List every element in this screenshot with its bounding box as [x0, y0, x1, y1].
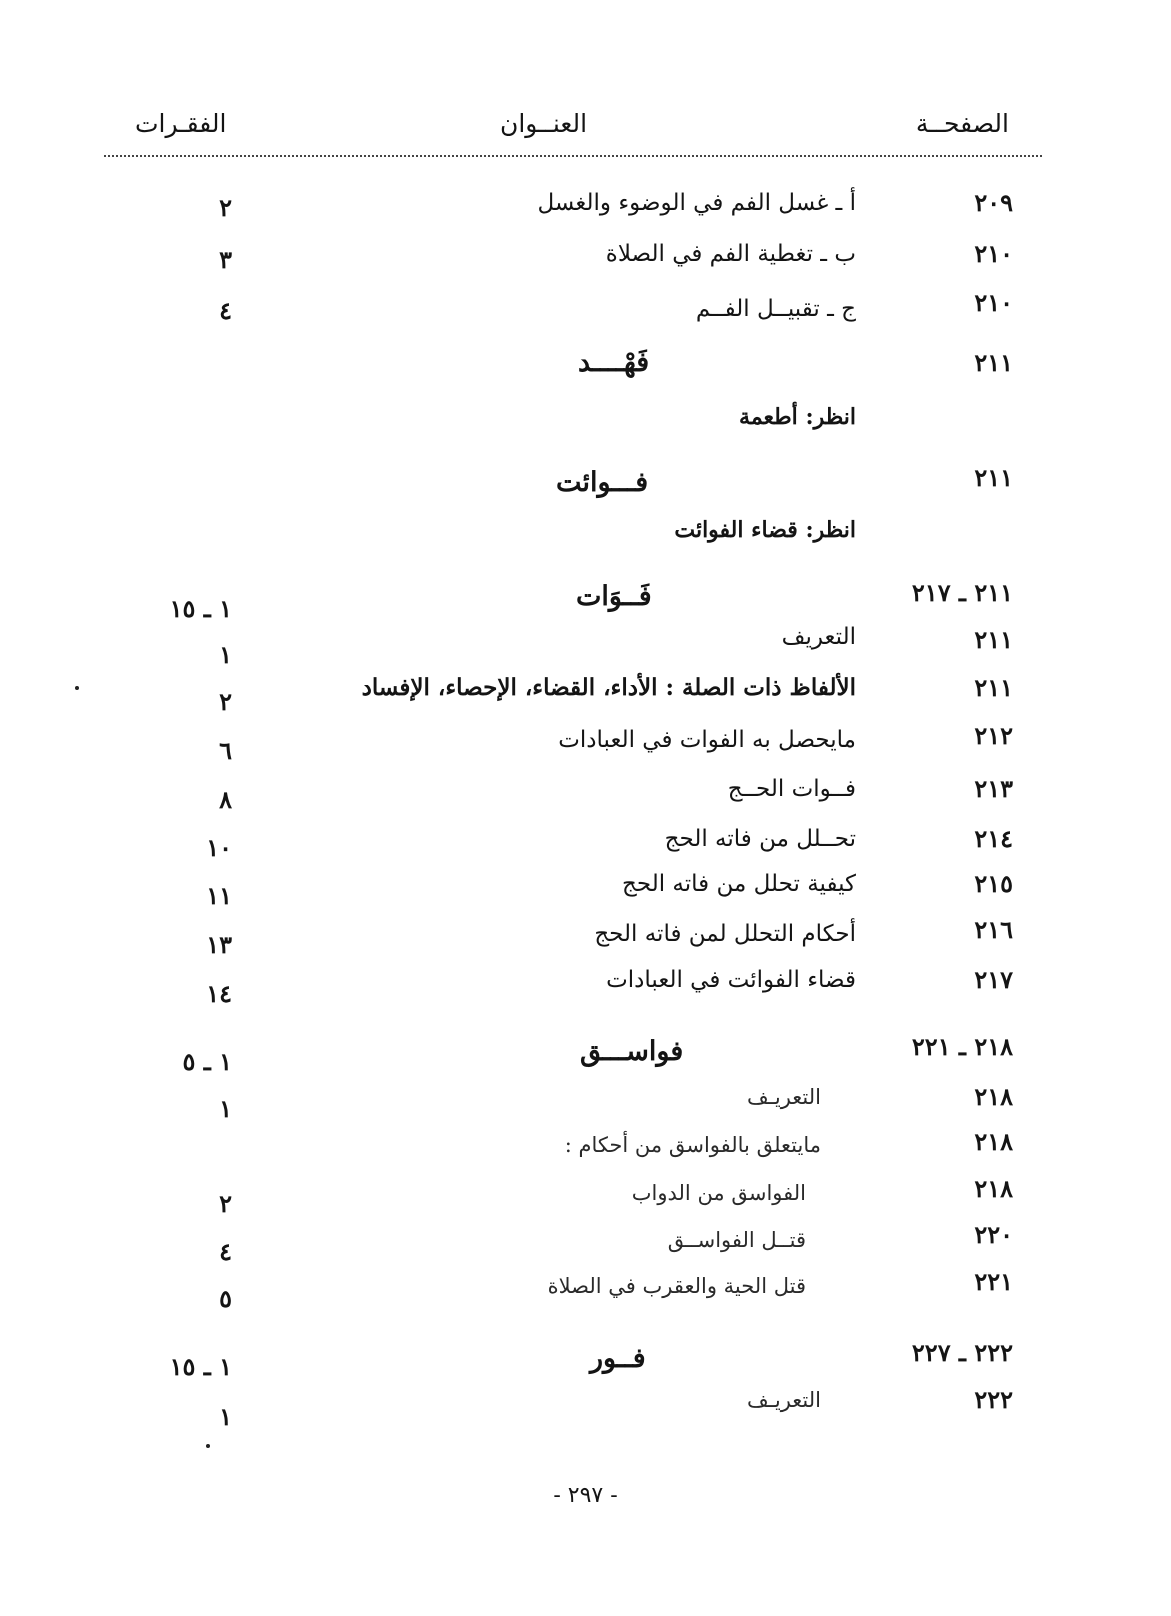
page-number: ٢٠٩: [974, 188, 1013, 217]
page-number: ٢٢١: [974, 1267, 1013, 1296]
page-column-header: الصفحــة: [915, 109, 1009, 138]
paragraphs-column-header: الفقـرات: [135, 109, 227, 138]
entry-title: ب ـ تغطية الفم في الصلاة: [605, 241, 856, 267]
page-number: ٢١٠: [974, 288, 1013, 317]
entry-title: أحكام التحلل لمن فاته الحج: [594, 921, 856, 947]
paragraph-range: ٢: [219, 687, 232, 716]
section-heading: فواســـق: [580, 1036, 684, 1067]
section-heading: فـــوائت: [556, 467, 649, 498]
entry-title: الألفاظ ذات الصلة : الأداء، القضاء، الإحصاء، الإفساد: [361, 674, 856, 701]
entry-title: قضاء الفوائت في العبادات: [606, 967, 856, 993]
sub-entry-title: قتل الحية والعقرب في الصلاة: [547, 1274, 806, 1298]
paragraph-range: ٣: [219, 245, 232, 274]
page-number: ٢٢٢ ـ ٢٢٧: [911, 1338, 1013, 1367]
sub-entry-title: قتــل الفواســق: [667, 1228, 806, 1252]
paragraph-range: ١ ـ ١٥: [169, 594, 232, 623]
paragraph-range: ١٤: [206, 979, 232, 1008]
paragraph-range: ٢: [219, 193, 232, 222]
entry-title: فــوات الحــج: [727, 776, 856, 802]
paragraph-range: ١: [219, 640, 232, 669]
paragraph-range: ٦: [219, 736, 232, 765]
section-heading: فَــوَات: [576, 581, 652, 612]
paragraph-range: ١: [219, 1402, 232, 1431]
paragraph-range: ١١: [206, 881, 232, 910]
entry-title: ج ـ تقبيــل الفــم: [695, 296, 856, 322]
page-number: ٢١٤: [974, 824, 1013, 853]
page-number: ٢١١: [974, 625, 1013, 654]
page-number: ٢٢٢: [974, 1385, 1013, 1414]
entry-title: أ ـ غسل الفم في الوضوء والغسل: [537, 190, 856, 216]
page-number: ٢١٨: [974, 1127, 1013, 1156]
entry-title: تحــلل من فاته الحج: [664, 826, 856, 852]
paragraph-range: ٢: [219, 1189, 232, 1218]
page-number: ٢١٨: [974, 1174, 1013, 1203]
page-number: ٢١٣: [974, 774, 1013, 803]
paragraph-range: ٤: [219, 296, 232, 325]
page-number: ٢١٢: [974, 721, 1013, 750]
header-dotted-rule: [104, 155, 1042, 157]
paragraph-range: ١: [219, 1094, 232, 1123]
page-number: ٢١٨ ـ ٢٢١: [911, 1032, 1013, 1061]
section-heading: فَهْــــد: [578, 347, 650, 378]
page-number: ٢١١: [974, 348, 1013, 377]
entry-title: مايحصل به الفوات في العبادات: [558, 727, 856, 753]
section-heading: فــور: [590, 1343, 646, 1374]
page-number: ٢١١ ـ ٢١٧: [911, 578, 1013, 607]
entry-title: كيفية تحلل من فاته الحج: [622, 871, 856, 897]
paragraph-range: ٨: [219, 785, 232, 814]
paragraph-range: ١ ـ ٥: [182, 1047, 232, 1076]
entry-title: التعريـف: [746, 1085, 821, 1109]
page-footer-number: - ٢٩٧ -: [553, 1483, 618, 1508]
see-reference: انظر: أطعمة: [739, 404, 856, 430]
title-column-header: العنــوان: [500, 109, 588, 138]
page-number: ٢١٦: [974, 915, 1013, 944]
entry-title: التعريف: [781, 624, 856, 650]
page-number: ٢١٠: [974, 239, 1013, 268]
page-number: ٢١١: [974, 673, 1013, 702]
page-number: ٢١٨: [974, 1082, 1013, 1111]
page-number: ٢٢٠: [974, 1220, 1013, 1249]
page-number: ٢١٧: [974, 965, 1013, 994]
print-speck: [206, 1444, 210, 1448]
print-speck: [75, 686, 79, 690]
page-number: ٢١١: [974, 463, 1013, 492]
paragraph-range: ١٣: [206, 930, 232, 959]
page-number: ٢١٥: [974, 869, 1013, 898]
entry-title: مايتعلق بالفواسق من أحكام :: [564, 1133, 821, 1157]
entry-title: التعريـف: [746, 1388, 821, 1412]
see-reference: انظر: قضاء الفوائت: [674, 517, 856, 543]
paragraph-range: ٥: [219, 1284, 232, 1313]
sub-entry-title: الفواسق من الدواب: [631, 1181, 806, 1205]
paragraph-range: ١٠: [206, 833, 232, 862]
paragraph-range: ٤: [219, 1237, 232, 1266]
paragraph-range: ١ ـ ١٥: [169, 1352, 232, 1381]
